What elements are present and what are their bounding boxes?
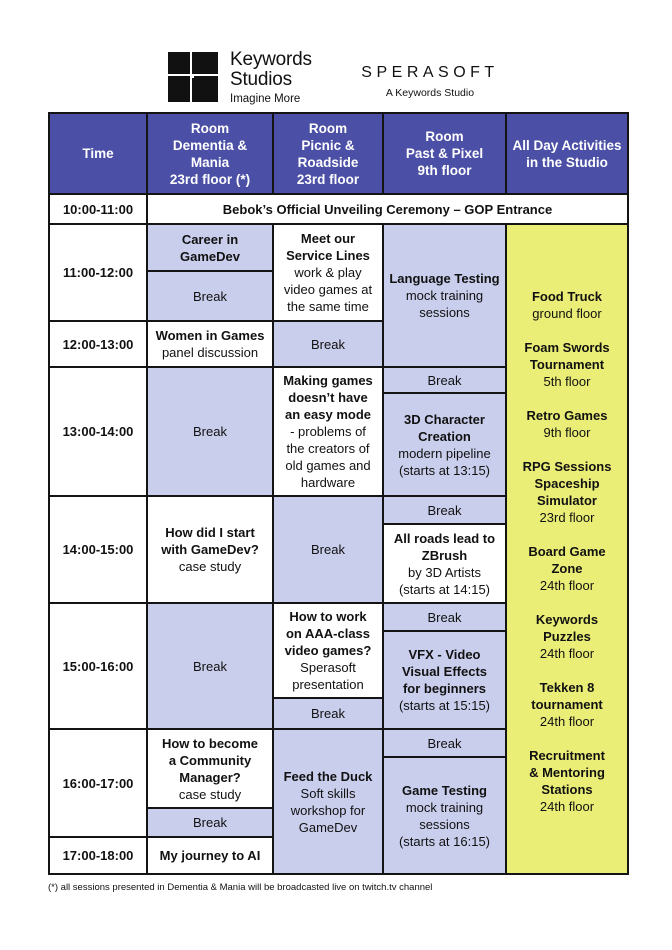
session-service-lines	[274, 225, 382, 320]
activity-recruitment	[529, 747, 605, 815]
header-activities-line: All Day Activities	[512, 137, 622, 153]
session-title: Creation	[418, 428, 471, 444]
break-cell	[274, 699, 382, 728]
session-title: video games?	[284, 643, 372, 658]
header-room1-line: Room	[190, 120, 230, 136]
time-label: 17:00-18:00	[62, 848, 134, 863]
time-14-15	[50, 497, 146, 602]
activity-title: Tournament	[529, 357, 605, 372]
session-title: VFX - Video	[408, 647, 481, 662]
header-time	[50, 114, 146, 193]
time-16-17	[50, 730, 146, 836]
session-title: on AAA-class	[285, 626, 371, 641]
header-activities-line: in the Studio	[526, 154, 608, 170]
activity-title: Food Truck	[531, 289, 603, 304]
activity-title: Simulator	[537, 493, 597, 508]
session-sub: old games and	[285, 458, 371, 473]
time-label: 16:00-17:00	[62, 775, 134, 791]
activity-title: & Mentoring	[529, 765, 605, 780]
session-title: Career in	[181, 231, 239, 247]
session-sub: Sperasoft	[300, 660, 356, 675]
session-community-manager	[148, 730, 272, 807]
break-label: Break	[193, 424, 227, 439]
header-room3	[384, 114, 505, 193]
session-sub: GameDev	[298, 819, 358, 835]
break-cell	[274, 497, 382, 602]
session-sub: the same time	[287, 299, 369, 314]
activity-floor: 24th floor	[539, 646, 595, 661]
header-activities	[507, 114, 627, 193]
time-11-12	[50, 225, 146, 320]
session-title: a Community	[168, 752, 252, 768]
session-title: Visual Effects	[401, 664, 488, 679]
keywords-logo-text	[230, 50, 312, 106]
break-label: Break	[427, 502, 462, 518]
activity-title: Zone	[551, 561, 583, 576]
session-sub: mock training	[405, 288, 484, 303]
break-label: Break	[311, 706, 345, 721]
session-title: Women in Games	[155, 328, 265, 343]
break-cell	[384, 497, 505, 523]
activity-title: Foam Swords	[524, 340, 610, 355]
time-label: 11:00-12:00	[62, 265, 134, 280]
session-language-testing	[384, 225, 505, 366]
session-women-in-games	[148, 322, 272, 366]
activity-title: tournament	[531, 697, 603, 712]
break-label: Break	[427, 735, 462, 751]
header-room2	[274, 114, 382, 193]
activity-title: Recruitment	[529, 748, 605, 763]
header-room3-line: Room	[425, 129, 464, 144]
activity-board-game-zone	[528, 543, 605, 594]
session-sub: (starts at 14:15)	[398, 581, 491, 597]
activity-floor: ground floor	[532, 306, 602, 321]
break-label: Break	[427, 609, 462, 625]
activity-title: Spaceship	[534, 476, 600, 491]
session-title: Meet our	[300, 231, 356, 246]
activity-title: Retro Games	[526, 408, 608, 423]
session-title: Service Lines	[286, 248, 370, 263]
session-sub: hardware	[300, 475, 356, 490]
session-sub: modern pipeline	[398, 445, 491, 461]
session-title: an easy mode	[285, 407, 371, 422]
activity-tekken-8	[531, 679, 603, 730]
session-title: Manager?	[179, 769, 241, 785]
sperasoft-name: SPERASOFT	[361, 64, 499, 81]
session-feed-the-duck	[274, 730, 382, 873]
session-title: How to become	[161, 735, 259, 751]
activity-floor: 24th floor	[539, 578, 595, 593]
header-room2-line: Picnic &	[301, 137, 355, 153]
session-title: for beginners	[402, 681, 487, 696]
activity-title: RPG Sessions	[522, 459, 612, 474]
break-cell	[274, 322, 382, 366]
footnote: (*) all sessions presented in Dementia & Mania will be broadcasted live on twitch.tv channel	[48, 882, 433, 893]
time-12-13	[50, 322, 146, 366]
session-journey-to-ai	[148, 838, 272, 873]
time-label: 10:00-11:00	[62, 201, 134, 217]
session-title: GameDev	[180, 248, 240, 264]
session-sub: (starts at 13:15)	[398, 462, 491, 478]
session-title: with GameDev?	[161, 542, 259, 557]
session-title: doesn’t have	[288, 390, 368, 405]
break-cell	[384, 604, 505, 630]
header-room1-line: Dementia & Mania	[172, 137, 248, 170]
keywords-tagline: Imagine More	[230, 93, 301, 105]
break-label: Break	[193, 815, 227, 830]
session-title: 3D Character	[404, 411, 485, 427]
break-label: Break	[311, 542, 345, 557]
session-how-did-i-start	[148, 497, 272, 602]
activities-column	[507, 225, 627, 873]
keywords-name-line1: Keywords	[230, 49, 312, 70]
header-time-label: Time	[82, 146, 114, 161]
session-sub: the creators of	[286, 441, 370, 456]
session-sub: video games at	[283, 282, 373, 297]
session-title: Feed the Duck	[283, 768, 373, 784]
time-label: 13:00-14:00	[62, 424, 134, 439]
session-title: Language Testing	[389, 271, 500, 286]
activity-floor: 24th floor	[539, 714, 595, 729]
time-label: 12:00-13:00	[62, 336, 134, 352]
session-sub: panel discussion	[161, 345, 259, 360]
activity-keywords-puzzles	[536, 611, 598, 662]
header-room2-line: 23rd floor	[296, 171, 360, 187]
session-sub: sessions	[419, 305, 470, 320]
activity-floor: 5th floor	[543, 374, 591, 389]
session-sub: workshop for	[290, 802, 366, 818]
session-title: Making games	[283, 373, 373, 388]
sperasoft-logo	[355, 64, 505, 99]
keywords-name-line2: Studios	[230, 69, 292, 90]
session-sub: mock training	[405, 799, 484, 815]
activity-floor: 23rd floor	[539, 510, 595, 525]
header-room2-line: Room	[308, 120, 348, 136]
session-zbrush	[384, 525, 505, 602]
header-room2-line: Roadside	[297, 154, 359, 170]
ceremony-label: Bebok’s Official Unveiling Ceremony – GOP Entrance	[222, 201, 553, 217]
activity-title: Tekken 8	[539, 680, 595, 695]
break-cell	[384, 368, 505, 392]
session-title: How to work	[289, 609, 367, 624]
session-game-testing	[384, 758, 505, 873]
activity-floor: 9th floor	[543, 425, 591, 440]
break-cell	[148, 604, 272, 728]
activity-title: Keywords	[535, 612, 599, 627]
ceremony-cell	[148, 195, 627, 223]
time-10-11	[50, 195, 146, 223]
session-title: How did I start	[165, 525, 255, 540]
session-vfx	[384, 632, 505, 728]
logo-area	[0, 0, 672, 112]
keywords-logo-icon	[168, 52, 218, 102]
header-room3-line: 9th floor	[417, 163, 472, 178]
header-room3-line: Past & Pixel	[405, 146, 484, 161]
time-label: 15:00-16:00	[62, 658, 134, 674]
session-making-games	[274, 368, 382, 495]
session-sub: sessions	[419, 816, 470, 832]
session-title: ZBrush	[421, 547, 468, 563]
session-title: All roads lead to	[393, 530, 496, 546]
break-label: Break	[427, 372, 462, 388]
session-sub: (starts at 16:15)	[398, 833, 491, 849]
time-13-14	[50, 368, 146, 495]
activity-foam-swords	[524, 339, 609, 390]
session-sub: case study	[178, 559, 242, 574]
session-career-in-gamedev	[148, 225, 272, 270]
activity-rpg-sessions	[523, 458, 612, 526]
break-label: Break	[193, 658, 227, 674]
header-room1	[148, 114, 272, 193]
schedule-table	[48, 112, 629, 875]
break-cell	[148, 272, 272, 320]
break-label: Break	[311, 336, 345, 352]
session-sub: - problems of	[290, 424, 366, 439]
session-aaa-class	[274, 604, 382, 697]
break-cell	[384, 730, 505, 756]
session-3d-character	[384, 394, 505, 495]
header-room1-line: 23rd floor (*)	[169, 171, 251, 187]
session-sub: case study	[178, 786, 242, 802]
activity-food-truck	[532, 288, 602, 322]
break-cell	[148, 368, 272, 495]
session-sub: work & play	[294, 265, 362, 280]
time-label: 14:00-15:00	[62, 542, 134, 557]
sperasoft-subtitle: A Keywords Studio	[385, 87, 475, 99]
activity-title: Puzzles	[543, 629, 591, 644]
break-cell	[148, 809, 272, 836]
session-title: Game Testing	[401, 782, 487, 798]
session-sub: (starts at 15:15)	[398, 698, 491, 713]
session-sub: by 3D Artists	[408, 564, 481, 580]
activity-title: Board Game	[528, 544, 606, 559]
activity-floor: 24th floor	[539, 799, 595, 814]
time-17-18	[50, 838, 146, 873]
break-label: Break	[193, 288, 227, 304]
session-sub: presentation	[292, 677, 364, 692]
session-title: My journey to AI	[159, 848, 261, 863]
activity-retro-games	[527, 407, 608, 441]
time-15-16	[50, 604, 146, 728]
session-sub: Soft skills	[300, 785, 356, 801]
activity-title: Stations	[541, 782, 593, 797]
